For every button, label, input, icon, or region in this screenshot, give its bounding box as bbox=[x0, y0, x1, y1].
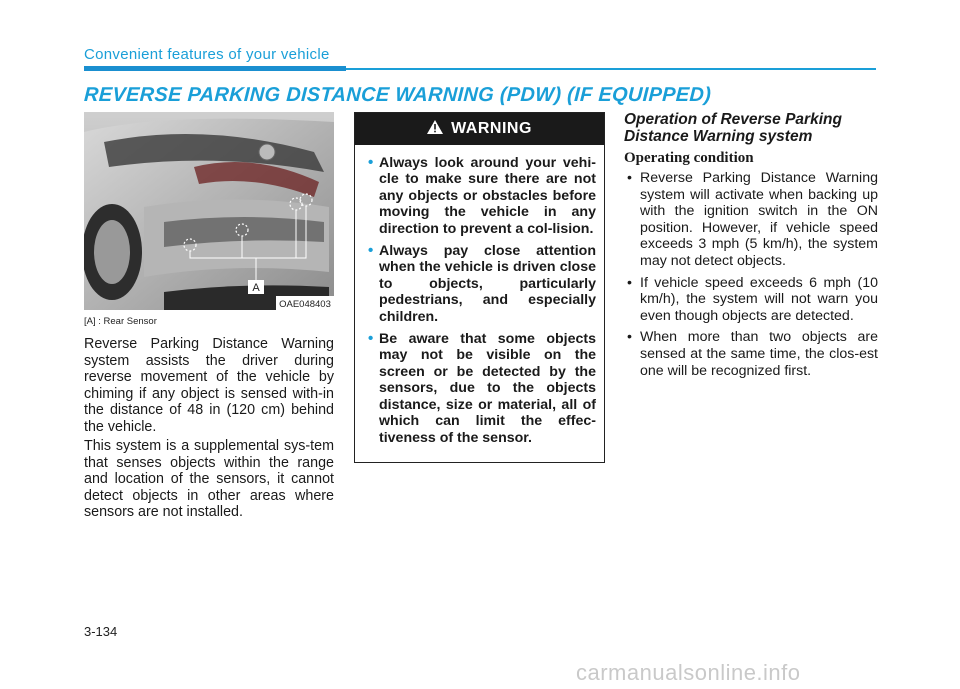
figure-caption: [A] : Rear Sensor bbox=[84, 316, 157, 327]
watermark: carmanualsonline.info bbox=[576, 660, 801, 685]
running-header: Convenient features of your vehicle bbox=[84, 46, 330, 63]
page-number: 3-134 bbox=[84, 624, 118, 639]
operating-condition-heading: Operating condition bbox=[624, 150, 754, 166]
header-bar bbox=[84, 66, 346, 71]
bullet-icon: • bbox=[368, 330, 374, 348]
header-rule bbox=[346, 68, 876, 70]
warning-item: • Be aware that some objects may not be visible on the screen or be detected by the sensors, due to the objects distance, size or material, all of which can limit the effec-tiveness of the sensor. bbox=[368, 330, 596, 446]
warning-triangle-icon bbox=[427, 120, 443, 139]
warning-box bbox=[354, 112, 605, 463]
operation-list bbox=[624, 170, 878, 384]
sensor-callout-label: A bbox=[252, 282, 260, 294]
warning-list bbox=[355, 145, 604, 446]
list-item: • If vehicle speed exceeds 6 mph (10 km/h), the system will not warn you even though objects are detected. bbox=[627, 274, 878, 324]
list-item: • Reverse Parking Distance Warning system will activate when backing up with the ignition switch in the ON position. However, if vehicle speed exceeds 3 mph (5 km/h), the system may not detect objects. bbox=[627, 170, 878, 269]
page-title: REVERSE PARKING DISTANCE WARNING (PDW) (IF EQUIPPED) bbox=[83, 84, 712, 106]
warning-header bbox=[355, 113, 604, 145]
supplemental-paragraph: This system is a supplemental sys-tem that senses objects within the range and location of the sensors, it cannot detect objects in other areas where sensors are not installed. bbox=[84, 438, 334, 521]
figure-code: OAE048403 bbox=[279, 299, 331, 310]
bullet-icon: • bbox=[368, 242, 374, 260]
operation-title: Operation of Reverse Parking Distance Warning system bbox=[624, 111, 842, 145]
bullet-icon: • bbox=[368, 154, 374, 171]
warning-heading: WARNING bbox=[451, 120, 532, 137]
intro-paragraph: Reverse Parking Distance Warning system assists the driver during reverse movement of the vehicle by chiming if any object is sensed with-in the distance of 48 in (120 cm) behind the vehicle. bbox=[84, 336, 334, 435]
warning-item: • Always pay close attention when the vehicle is driven close to objects, particularly pedestrians, and especially children. bbox=[368, 242, 596, 325]
rear-sensor-figure bbox=[84, 112, 334, 310]
list-item: • When more than two objects are sensed at the same time, the clos-est one will be recognized first. bbox=[627, 329, 878, 379]
warning-item: • Always look around your vehi-cle to make sure there are not any objects or obstacles before moving the vehicle in any direction to prevent a col-lision. bbox=[368, 154, 596, 237]
